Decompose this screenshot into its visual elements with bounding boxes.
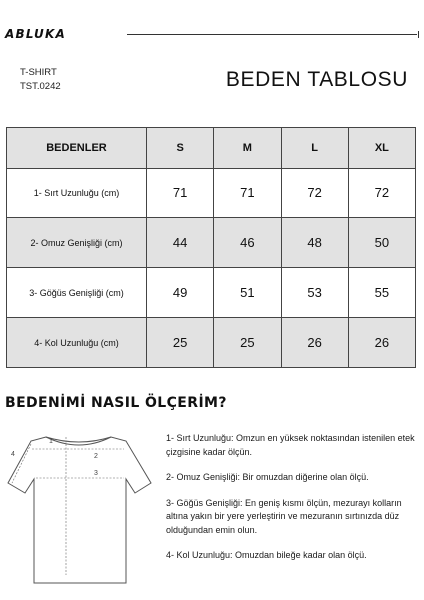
table-cell: 72 xyxy=(281,168,348,218)
table-cell: 71 xyxy=(214,168,281,218)
instruction-shoulder-width: 2- Omuz Genişliği: Bir omuzdan diğerine olan ölçü. xyxy=(166,472,369,482)
tshirt-outline xyxy=(8,437,151,583)
table-cell: 72 xyxy=(348,168,415,218)
table-cell: 44 xyxy=(147,218,214,268)
table-cell: 53 xyxy=(281,268,348,318)
table-cell: 26 xyxy=(281,318,348,368)
table-cell: 49 xyxy=(147,268,214,318)
page-title: BEDEN TABLOSU xyxy=(225,68,408,91)
header-cell-m: M xyxy=(214,128,281,169)
diagram-label-1: 1 xyxy=(49,438,53,445)
instruction-chest-width: 3- Göğüs Genişliği: En geniş kısmı ölçün, mezurayı kolların altına yakın bir yere yerleştirin ve mezuranın sırtınızda düz olduğundan emin olun. xyxy=(166,497,402,535)
table-cell: 25 xyxy=(147,318,214,368)
table-cell: 46 xyxy=(214,218,281,268)
table-cell: 50 xyxy=(348,218,415,268)
table-cell: 55 xyxy=(348,268,415,318)
table-row xyxy=(7,318,416,368)
table-row xyxy=(7,268,416,318)
header-cell-l: L xyxy=(281,128,348,169)
measure-instructions xyxy=(166,432,422,575)
header-cell-xl: XL xyxy=(348,128,415,169)
table-header-row xyxy=(7,128,416,169)
product-type: T-SHIRT xyxy=(20,67,57,78)
table-row xyxy=(7,168,416,218)
header-cell-s: S xyxy=(147,128,214,169)
product-code: TST.0242 xyxy=(20,81,61,92)
diagram-label-2: 2 xyxy=(94,453,98,460)
row-label: 3- Göğüs Genişliği (cm) xyxy=(7,268,147,318)
table-cell: 71 xyxy=(147,168,214,218)
row-label: 1- Sırt Uzunluğu (cm) xyxy=(7,168,147,218)
table-row xyxy=(7,218,416,268)
table-cell: 26 xyxy=(348,318,415,368)
table-cell: 51 xyxy=(214,268,281,318)
row-label: 2- Omuz Genişliği (cm) xyxy=(7,218,147,268)
row-label: 4- Kol Uzunluğu (cm) xyxy=(7,318,147,368)
diagram-label-3: 3 xyxy=(94,470,98,477)
table-cell: 25 xyxy=(214,318,281,368)
measure-section-title: BEDENİMİ NASIL ÖLÇERİM? xyxy=(5,395,227,411)
instruction-back-length: 1- Sırt Uzunluğu: Omzun en yüksek noktasından istenilen etek çizgisine kadar ölçün. xyxy=(166,433,415,457)
tshirt-measurement-diagram xyxy=(4,425,154,590)
size-chart-table xyxy=(6,127,416,368)
header-cell-sizes: BEDENLER xyxy=(7,128,147,169)
instruction-sleeve-length: 4- Kol Uzunluğu: Omuzdan bileğe kadar olan ölçü. xyxy=(166,550,367,560)
table-cell: 48 xyxy=(281,218,348,268)
header-rule xyxy=(127,34,417,35)
product-info xyxy=(20,66,61,94)
brand-logo: ABLUKA xyxy=(5,27,66,41)
brand-header xyxy=(5,27,419,41)
diagram-label-4: 4 xyxy=(11,451,15,458)
